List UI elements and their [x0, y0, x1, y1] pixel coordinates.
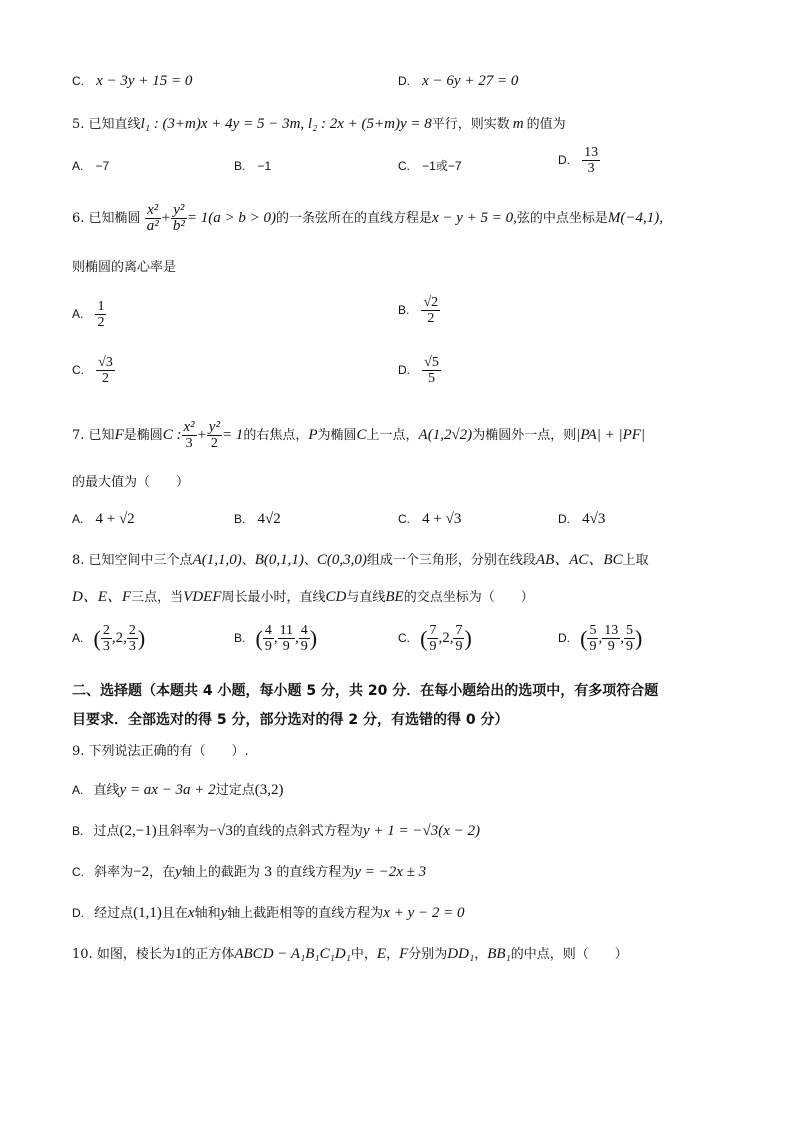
q4-option-c[interactable]: C. x − 3y + 15 = 0 — [72, 73, 193, 89]
q4-option-d[interactable]: D. x − 6y + 27 = 0 — [398, 73, 519, 89]
q6-option-c[interactable]: C. $\frac{√3}{2}$ — [72, 355, 113, 386]
q7-option-d[interactable]: D. 4√3 — [558, 511, 606, 527]
q8-option-c[interactable]: C. ( $\frac{7}{9}$ ,2, $\frac{7}{9}$ ) — [398, 623, 472, 654]
q8-option-a[interactable]: A. ( $\frac{2}{3}$ ,2, $\frac{2}{3}$ ) — [72, 623, 146, 654]
q5-option-c[interactable]: C. −1或−7 — [398, 159, 462, 173]
q8-option-d[interactable]: D. ( $\frac{5}{9}$ , $\frac{13}{9}$ , $\frac{5}{9}$ ) — [558, 623, 643, 654]
q5-stem: 5. 已知直线l₁ : (3+m)x + 4y = 5 − 3m, l₂ : 2x + (5+m)y = 8平行，则实数 m 的值为 — [72, 116, 566, 132]
q5-option-a[interactable]: A. −7 — [72, 159, 110, 173]
q5-option-b[interactable]: B. −1 — [234, 159, 272, 173]
q7-option-a[interactable]: A. 4 + √2 — [72, 511, 135, 527]
q9-option-b[interactable]: B. 过点(2,−1)且斜率为−√3的直线的点斜式方程为y + 1 = −√3(x − 2) — [72, 823, 480, 839]
q9-stem: 9. 下列说法正确的有（ ）. — [72, 744, 249, 759]
q5-option-d[interactable]: D. $\frac{13}{3}$ — [558, 145, 599, 176]
q7-stem: 7. 已知F是椭圆C : $\frac{\text{x²}}{3}$ + $\frac{\text{y²}}{2}$ = 1的右焦点，P为椭圆C上一点，A(1,2√2)为椭圆外一点，则|PA| + |PF| — [72, 419, 646, 451]
q6-option-d[interactable]: D. $\frac{√5}{5}$ — [398, 355, 439, 386]
q7-option-b[interactable]: B. 4√2 — [234, 511, 281, 527]
q6-option-a[interactable]: A. $\frac{1}{2}$ — [72, 299, 105, 330]
section-2-heading: 二、选择题（本题共 4 小题，每小题 5 分，共 20 分．在每小题给出的选项中，有多项符合题 — [72, 683, 659, 699]
q10-stem: 10. 如图，棱长为1的正方体ABCD − A₁B₁C₁D₁中，E，F分别为DD₁，BB₁的中点，则（ ） — [72, 946, 628, 962]
q7-option-c[interactable]: C. 4 + √3 — [398, 511, 462, 527]
section-2-heading-line2: 目要求．全部选对的得 5 分，部分选对的得 2 分，有选错的得 0 分） — [72, 712, 509, 728]
q9-option-d[interactable]: D. 经过点(1,1)且在x轴和y轴上截距相等的直线方程为x + y − 2 = 0 — [72, 905, 465, 921]
q9-option-a[interactable]: A. 直线y = ax − 3a + 2过定点(3,2) — [72, 782, 284, 798]
q7-stem-line2: 的最大值为（ ） — [72, 475, 190, 490]
q6-stem: 6. 已知椭圆 $\frac{\text{x²}}{\text{a²}}$ + $\frac{\text{y²}}{\text{b²}}$ = 1(a > b > 0)的一条弦所在的直线方程是x − y + 5 = 0,弦的中点坐标是M(−4,1), — [72, 202, 664, 234]
q8-stem-line2: D、E、F三点，当VDEF周长最小时，直线CD与直线BE的交点坐标为（ ） — [72, 589, 534, 605]
q8-stem: 8. 已知空间中三个点A(1,1,0)、B(0,1,1)、C(0,3,0)组成一个三角形，分别在线段AB、AC、BC上取 — [72, 552, 649, 568]
q8-option-b[interactable]: B. ( $\frac{4}{9}$ , $\frac{11}{9}$ , $\frac{4}{9}$ ) — [234, 623, 318, 654]
q6-option-b[interactable]: B. $\frac{√2}{2}$ — [398, 295, 439, 326]
q9-option-c[interactable]: C. 斜率为−2，在y轴上的截距为 3 的直线方程为y = −2x ± 3 — [72, 864, 427, 880]
q6-stem-line2: 则椭圆的离心率是 — [72, 260, 177, 275]
